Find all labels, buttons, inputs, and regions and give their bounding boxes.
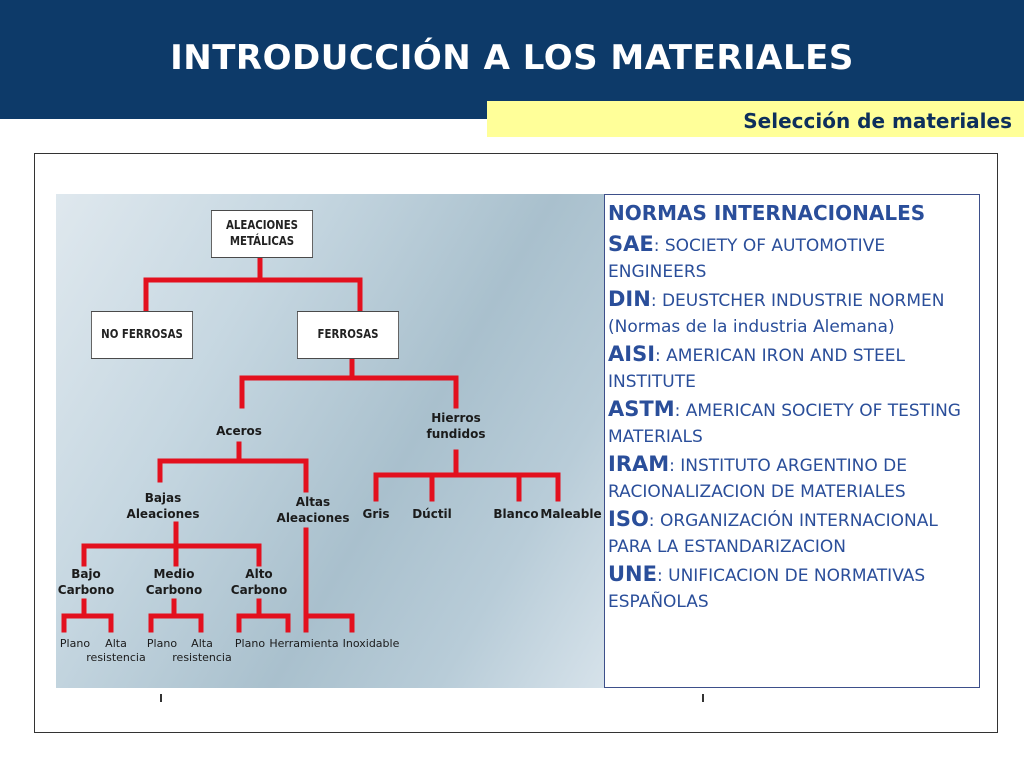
node-bajo-carbono: Bajo Carbono: [57, 567, 115, 598]
standard-din: DIN: DEUSTCHER INDUSTRIE NORMEN (Normas de la industria Alemana): [608, 287, 945, 337]
tick-mark-right: [702, 694, 704, 702]
node-maleable: Maleable: [540, 507, 602, 521]
node-gris: Gris: [362, 507, 390, 521]
leaf-inoxidable: Inoxidable: [342, 637, 400, 650]
connector-aceros: [160, 444, 306, 490]
node-hierros-fundidos: Hierros fundidos: [426, 411, 486, 442]
connector-ferrosas: [242, 359, 456, 406]
standard-aisi: AISI: AMERICAN IRON AND STEEL INSTITUTE: [608, 342, 905, 392]
node-altas-aleaciones: Altas Aleaciones: [276, 495, 350, 526]
connector-bajas: [84, 524, 259, 564]
standard-une: UNE: UNIFICACION DE NORMATIVAS ESPAÑOLAS: [608, 562, 926, 612]
node-aceros: Aceros: [216, 424, 262, 438]
node-ductil: Dúctil: [412, 507, 452, 521]
standard-sae: SAE: SOCIETY OF AUTOMOTIVE ENGINEERS: [608, 232, 886, 282]
leaf-plano-bajo: Plano: [59, 637, 91, 650]
alloy-classification-diagram: [56, 194, 604, 688]
standard-iso: ISO: ORGANIZACIÓN INTERNACIONAL PARA LA ESTANDARIZACION: [608, 507, 938, 557]
node-blanco: Blanco: [493, 507, 539, 521]
slide-title: INTRODUCCIÓN A LOS MATERIALES: [170, 38, 854, 78]
node-ferrosas: FERROSAS: [297, 311, 399, 359]
tick-mark-left: [160, 694, 162, 702]
slide-subtitle: Selección de materiales: [743, 109, 1012, 133]
leaf-herramienta: Herramienta: [269, 637, 339, 650]
leaf-plano-alto: Plano: [234, 637, 266, 650]
standards-title: NORMAS INTERNACIONALES: [608, 201, 926, 225]
standard-iram: IRAM: INSTITUTO ARGENTINO DE RACIONALIZACION DE MATERIALES: [608, 452, 908, 502]
node-medio-carbono: Medio Carbono: [145, 567, 203, 598]
connector-alto: [239, 601, 288, 630]
subtitle-bar: [487, 101, 1024, 137]
leaf-alta-resistencia-bajo: Alta resistencia: [86, 637, 146, 665]
connector-lines: [56, 194, 604, 688]
leaf-alta-resistencia-medio: Alta resistencia: [172, 637, 232, 665]
node-no-ferrosas: NO FERROSAS: [91, 311, 193, 359]
connector-bajo: [64, 601, 111, 630]
node-bajas-aleaciones: Bajas Aleaciones: [126, 491, 200, 522]
standard-astm: ASTM: AMERICAN SOCIETY OF TESTING MATERIALS: [608, 397, 961, 447]
international-standards-panel: [604, 194, 980, 688]
leaf-plano-medio: Plano: [146, 637, 178, 650]
connector-altas: [306, 530, 352, 630]
node-aleaciones-metalicas: ALEACIONES METÁLICAS: [211, 210, 313, 258]
connector-hierros: [376, 452, 558, 499]
connector-medio: [151, 601, 201, 630]
connector-root: [146, 260, 360, 311]
node-alto-carbono: Alto Carbono: [230, 567, 288, 598]
